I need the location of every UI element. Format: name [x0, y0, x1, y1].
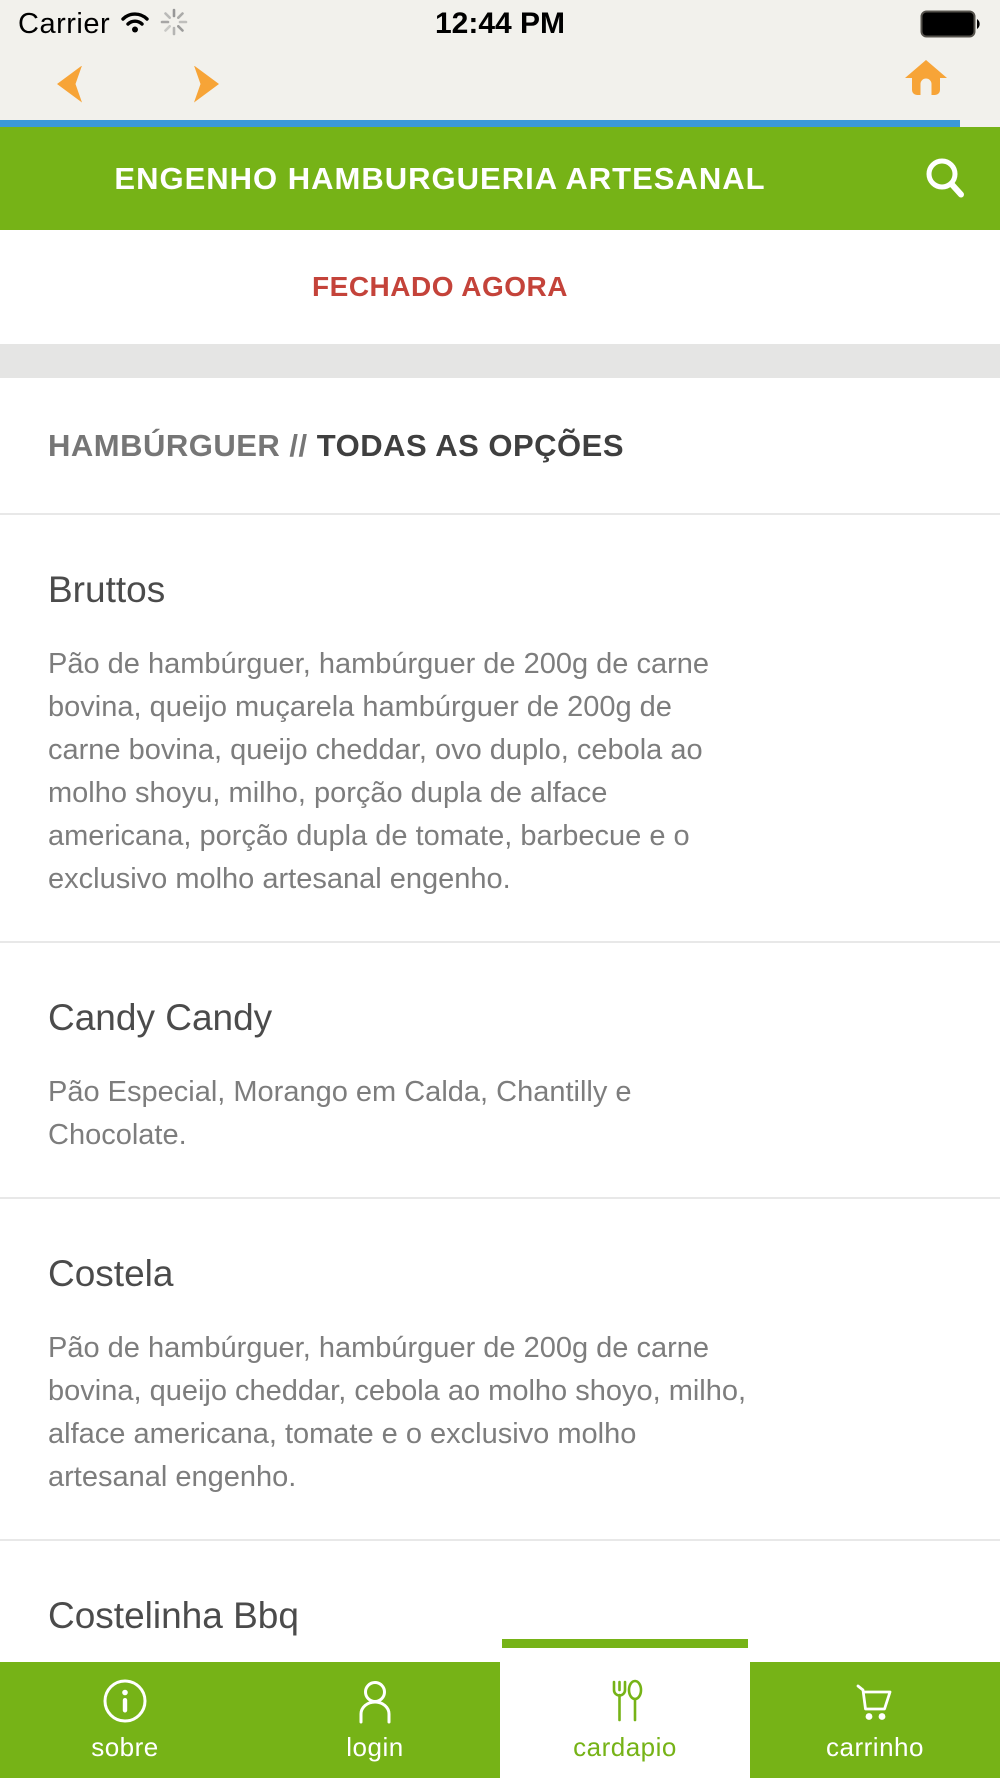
page-title: ENGENHO HAMBURGUERIA ARTESANAL: [114, 160, 766, 196]
menu-item-candy-candy[interactable]: [0, 943, 1000, 1199]
fork-spoon-icon: [602, 1678, 648, 1724]
menu-item-costela[interactable]: [0, 1199, 1000, 1541]
tab-bar: [0, 1662, 1000, 1778]
item-name: Candy Candy: [48, 997, 273, 1038]
open-status-row: [0, 230, 1000, 344]
browser-toolbar: [0, 48, 1000, 120]
item-name: Costelinha Bbq: [48, 1595, 299, 1636]
status-badge: FECHADO AGORA: [312, 271, 568, 302]
carrier-label: Carrier: [18, 7, 111, 40]
home-button[interactable]: [902, 58, 950, 105]
status-bar: [0, 0, 1000, 48]
user-icon: [352, 1678, 398, 1724]
item-description: Pão de hambúrguer, hambúrguer de 200g de carne bovina, queijo cheddar, cebola ao molho shoyo, milho, alface americana, tomate e o exclusivo molho artesanal engenho.: [48, 1332, 747, 1493]
back-button[interactable]: [57, 66, 82, 103]
battery-icon: [920, 10, 982, 38]
tab-cardapio[interactable]: [500, 1662, 750, 1778]
tab-carrinho[interactable]: [750, 1662, 1000, 1778]
tab-label: cardapio: [573, 1731, 677, 1762]
cart-icon: [850, 1678, 900, 1724]
search-icon[interactable]: [920, 153, 972, 210]
menu-list: [0, 515, 1000, 1677]
menu-item-costelinha-bbq[interactable]: [0, 1541, 1000, 1677]
breadcrumb-category: HAMBÚRGUER //: [48, 427, 308, 463]
tab-label: login: [346, 1731, 404, 1762]
app-header: [0, 127, 1000, 230]
forward-button[interactable]: [194, 66, 219, 103]
clock: 12:44 PM: [434, 7, 566, 40]
item-description: Pão de hambúrguer, hambúrguer de 200g de carne bovina, queijo muçarela hambúrguer de 200g de carne bovina, queijo cheddar, ovo duplo, cebola ao molho shoyu, milho, porção dupla de alface americana, porção dupla de tomate, barbecue e o exclusivo molho artesanal engenho.: [48, 648, 710, 895]
progress-bar-track: [0, 120, 1000, 127]
tab-sobre[interactable]: [0, 1662, 250, 1778]
section-divider-strip: [0, 344, 1000, 378]
tab-label: carrinho: [826, 1731, 924, 1762]
tab-login[interactable]: [250, 1662, 500, 1778]
item-name: Bruttos: [48, 569, 166, 610]
item-description: Pão Especial, Morango em Calda, Chantilly e Chocolate.: [48, 1076, 632, 1151]
menu-item-bruttos[interactable]: [0, 515, 1000, 943]
breadcrumb: [0, 378, 1000, 515]
breadcrumb-filter: TODAS AS OPÇÕES: [316, 427, 625, 463]
info-icon: [102, 1678, 148, 1724]
tab-label: sobre: [91, 1731, 159, 1762]
progress-bar-fill: [0, 120, 960, 127]
item-name: Costela: [48, 1253, 174, 1294]
